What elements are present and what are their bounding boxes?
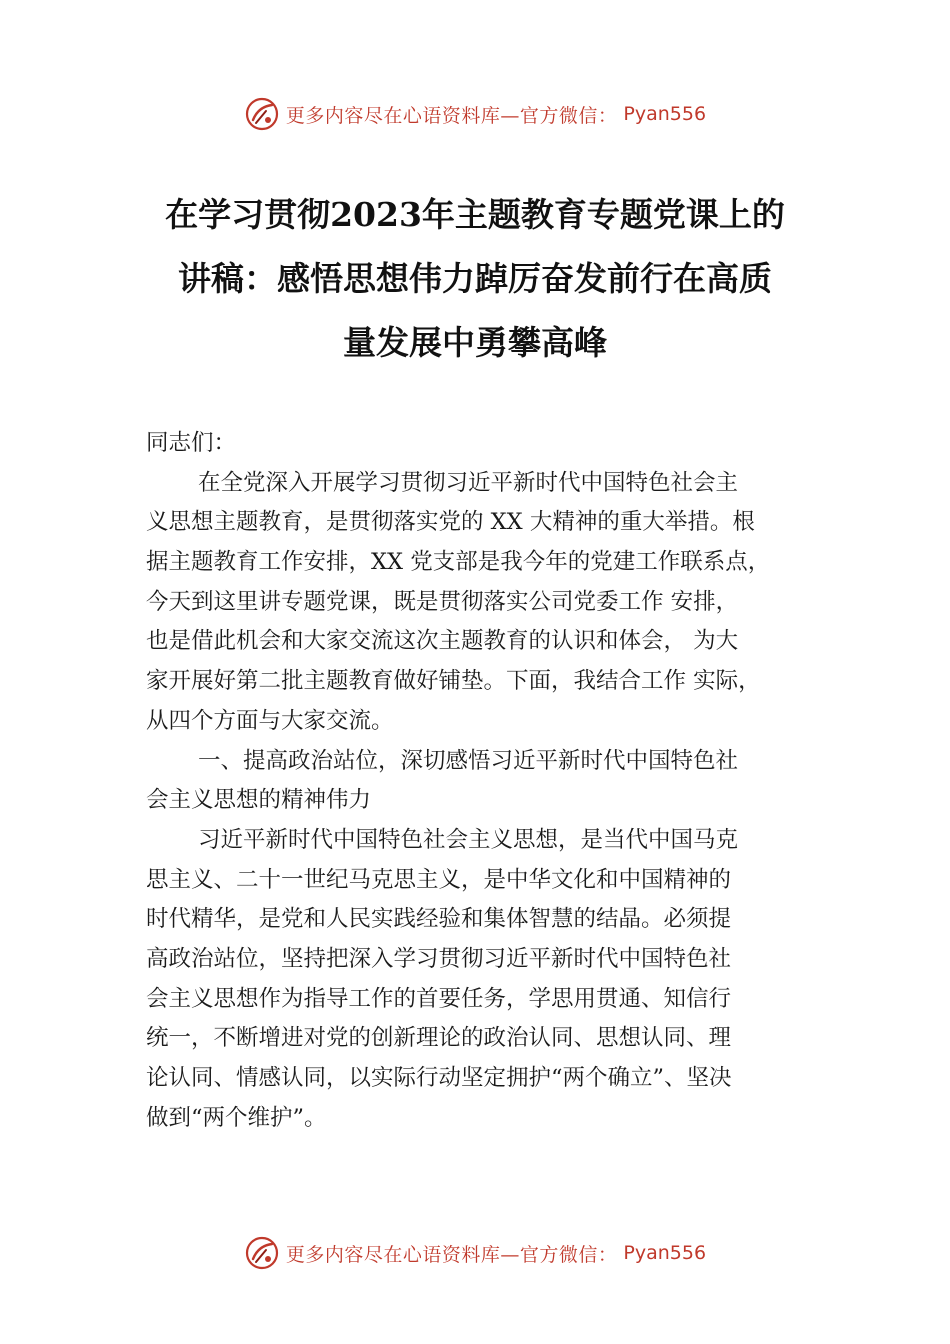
footer-banner — [0, 1233, 950, 1273]
section-heading-line: 一、提高政治站位，深切感悟习近平新时代中国特色社 — [198, 747, 739, 774]
paragraph-line: 高政治站位，坚持把深入学习贯彻习近平新时代中国特色社 — [146, 945, 732, 972]
paragraph-line: 义思想主题教育，是贯彻落实党的 XX 大精神的重大举措。根 — [146, 509, 755, 536]
paragraph-line: 家开展好第二批主题教育做好铺垫。下面，我结合工作 实际， — [146, 668, 761, 695]
banner-text: 更多内容尽在心语资料库—官方微信： — [285, 104, 618, 127]
banner-wechat-id: Pyan556 — [623, 1242, 707, 1264]
paragraph-line: 统一，不断增进对党的创新理论的政治认同、思想认同、理 — [146, 1025, 732, 1052]
paragraph-line: 时代精华，是党和人民实践经验和集体智慧的结晶。必须提 — [146, 906, 732, 933]
paragraph-line: 论认同、情感认同，以实际行动坚定拥护“两个确立”、坚决 — [146, 1065, 732, 1091]
paragraph-line: 习近平新时代中国特色社会主义思想，是当代中国马克 — [198, 826, 739, 853]
paragraph-line: 思主义、二十一世纪马克思主义，是中华文化和中国精神的 — [146, 866, 732, 893]
paragraph-line: 从四个方面与大家交流。 — [146, 707, 394, 734]
paragraph-line: 据主题教育工作安排，XX 党支部是我今年的党建工作联系点， — [146, 549, 771, 576]
document-body — [146, 424, 846, 1138]
paragraph-line: 会主义思想作为指导工作的首要任务，学思用贯通、知信行 — [146, 985, 732, 1012]
banner-text: 更多内容尽在心语资料库—官方微信： — [285, 1243, 618, 1266]
document-title — [130, 183, 820, 375]
title-line: 在学习贯彻2023年主题教育专题党课上的 — [165, 195, 785, 234]
banner-wechat-id: Pyan556 — [623, 103, 707, 125]
section-heading-line: 会主义思想的精神伟力 — [146, 787, 372, 814]
brand-logo-icon — [244, 96, 280, 132]
salutation: 同志们： — [146, 430, 237, 456]
title-line: 量发展中勇攀高峰 — [343, 323, 607, 362]
paragraph-line: 在全党深入开展学习贯彻习近平新时代中国特色社会主 — [198, 469, 739, 496]
brand-logo-icon — [244, 1235, 280, 1271]
header-banner — [0, 94, 950, 134]
paragraph-line: 今天到这里讲专题党课，既是贯彻落实公司党委工作 安排， — [146, 588, 739, 615]
title-line: 讲稿：感悟思想伟力踔厉奋发前行在高质 — [178, 259, 772, 298]
banner-content — [244, 1235, 706, 1271]
paragraph-line: 也是借此机会和大家交流这次主题教育的认识和体会， 为大 — [146, 628, 739, 655]
paragraph-line: 做到“两个维护”。 — [146, 1104, 327, 1131]
banner-content — [244, 96, 706, 132]
